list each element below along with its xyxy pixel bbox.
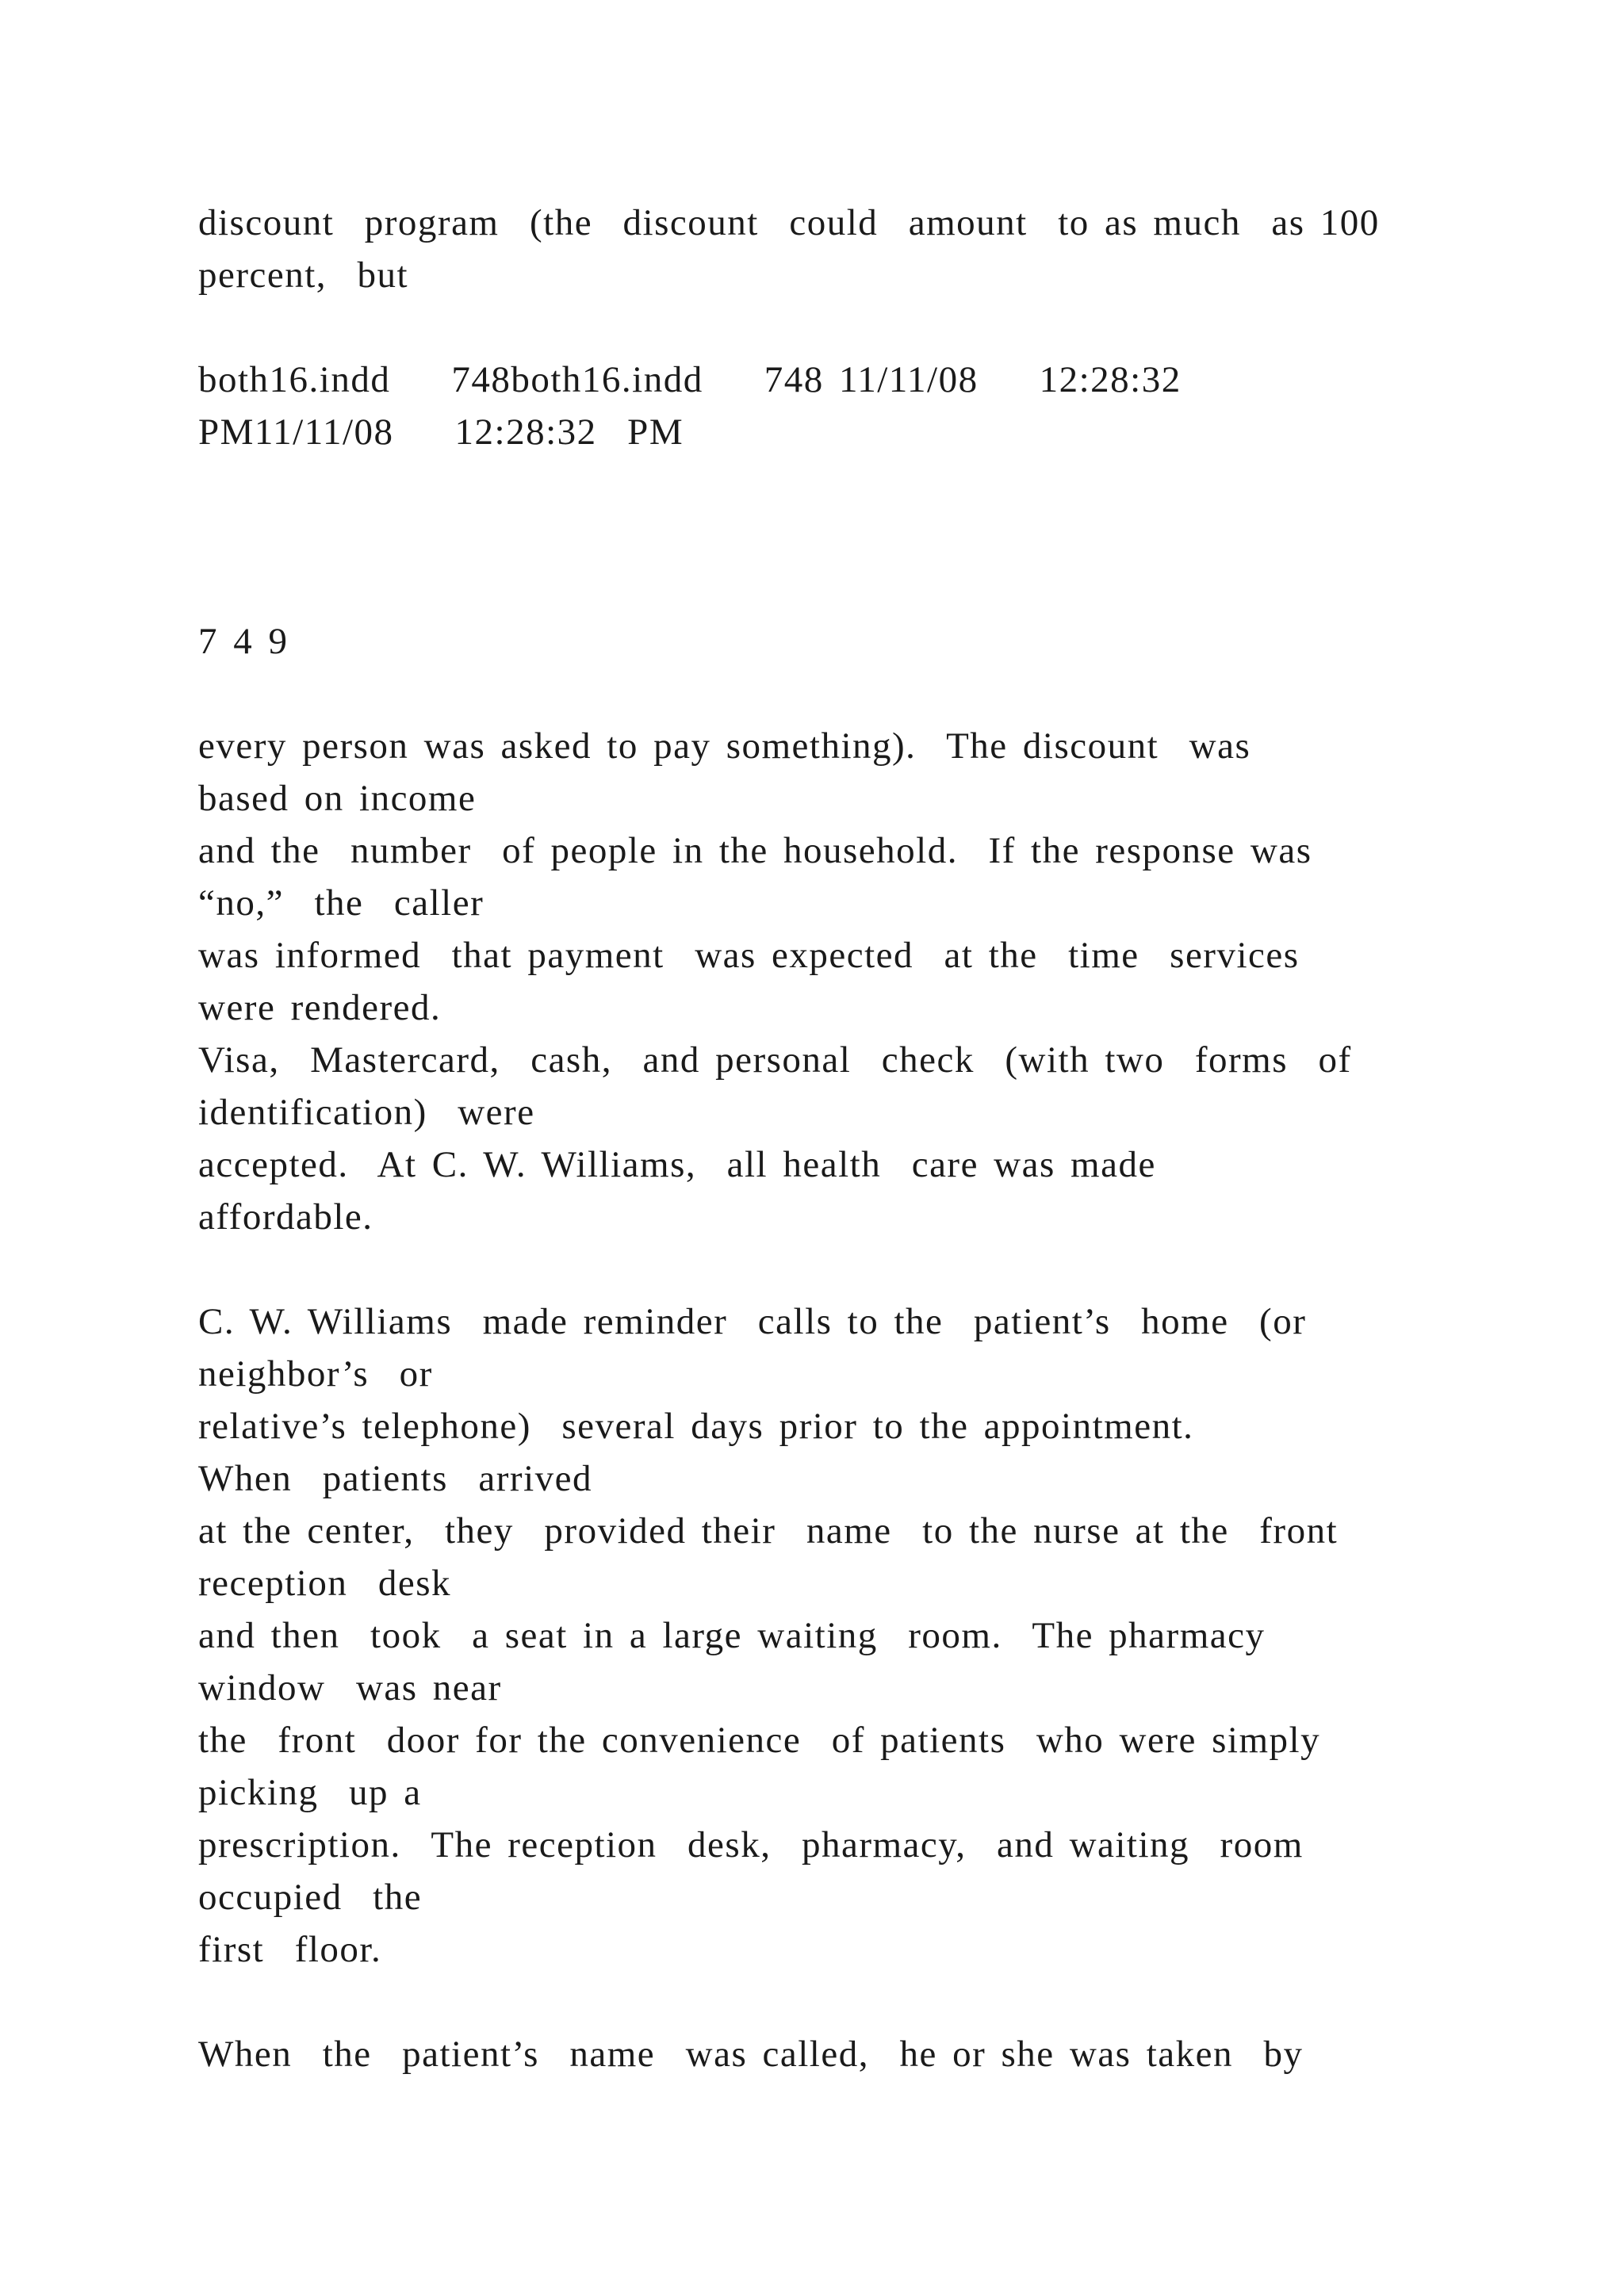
text-line: accepted. At C. W. Williams, all health care was made	[198, 1144, 1156, 1185]
text-line: prescription. The reception desk, pharmacy, and waiting room	[198, 1824, 1304, 1866]
text-line: neighbor’s or	[198, 1353, 433, 1395]
text-line: relative’s telephone) several days prior to the appointment.	[198, 1406, 1194, 1447]
text-line: identification) were	[198, 1092, 535, 1133]
indd-slug-line: both16.indd 748both16.indd 748 11/11/08 12:28:32	[198, 359, 1182, 400]
text-line: were rendered.	[198, 987, 442, 1028]
text-line: and then took a seat in a large waiting room. The pharmacy	[198, 1615, 1266, 1656]
text-line: When patients arrived	[198, 1458, 592, 1499]
text-line: picking up a	[198, 1772, 422, 1813]
text-line: was informed that payment was expected at the time services	[198, 935, 1300, 976]
indd-slug-line: PM11/11/08 12:28:32 PM	[198, 411, 684, 453]
text-line: at the center, they provided their name to the nurse at the front	[198, 1510, 1339, 1552]
text-line: discount program (the discount could amount to as much as 100	[198, 202, 1380, 243]
text-line: first floor.	[198, 1929, 382, 1970]
text-line: percent, but	[198, 254, 409, 296]
text-line: C. W. Williams made reminder calls to the patient’s home (or	[198, 1301, 1307, 1342]
text-line: window was near	[198, 1667, 502, 1709]
text-line: and the number of people in the household. If the response was	[198, 830, 1312, 871]
text-line: occupied the	[198, 1877, 423, 1918]
text-line: based on income	[198, 778, 477, 819]
page-number: 7 4 9	[198, 621, 289, 662]
text-line: When the patient’s name was called, he or she was taken by	[198, 2034, 1304, 2075]
text-line: the front door for the convenience of patients who were simply	[198, 1720, 1321, 1761]
text-line: reception desk	[198, 1563, 452, 1604]
text-line: Visa, Mastercard, cash, and personal check (with two forms of	[198, 1039, 1352, 1081]
text-line: “no,” the caller	[198, 882, 485, 924]
text-line: every person was asked to pay something). The discount was	[198, 725, 1251, 767]
text-line: affordable.	[198, 1196, 373, 1238]
